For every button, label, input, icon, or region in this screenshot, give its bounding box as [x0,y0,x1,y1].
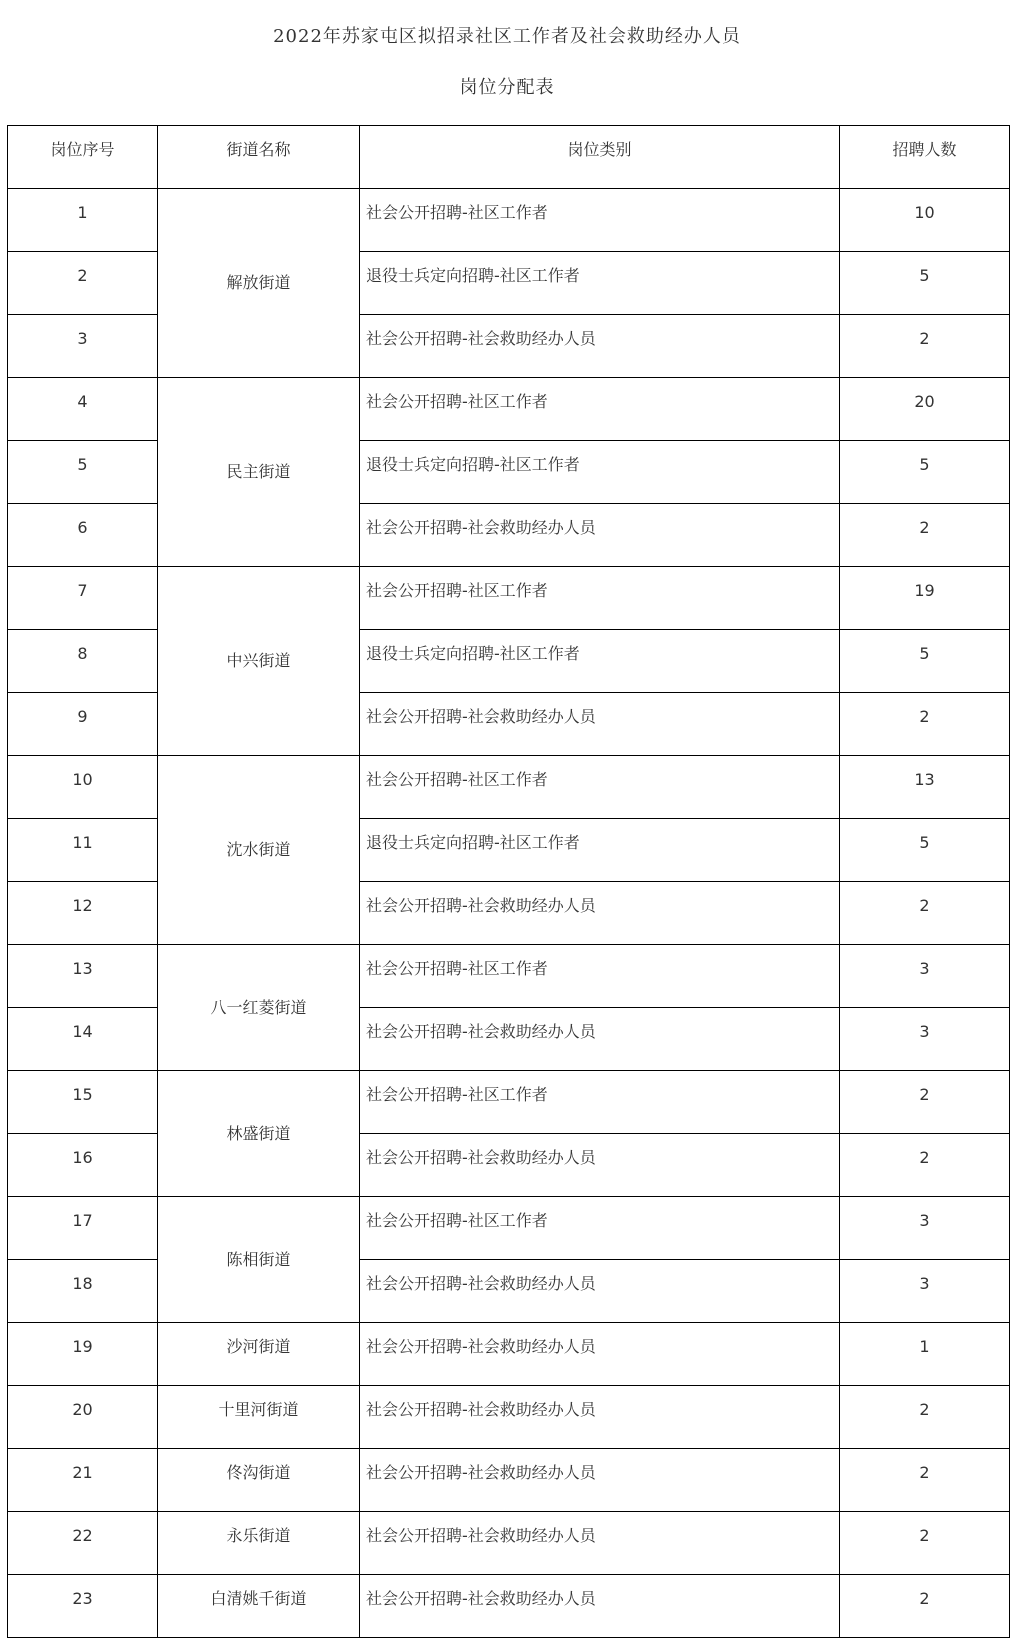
cell-post-number [8,1449,158,1512]
cell-post-type [360,1386,840,1449]
cell-post-number [8,1512,158,1575]
street-name: 永乐街道 [226,1526,291,1545]
post-type: 社会公开招聘-社区工作者 [366,770,548,789]
post-type: 社会公开招聘-社会救助经办人员 [366,1022,596,1041]
post-number: 14 [72,1022,93,1041]
hire-count: 5 [919,455,930,474]
cell-hire-count [840,1071,1010,1134]
post-type: 社会公开招聘-社区工作者 [366,581,548,600]
cell-post-type [360,315,840,378]
cell-post-number [8,504,158,567]
cell-hire-count [840,315,1010,378]
post-number: 11 [72,833,93,852]
cell-post-number [8,1260,158,1323]
table-row [8,189,1010,252]
cell-post-type [360,1323,840,1386]
post-number: 19 [72,1337,93,1356]
table-row [8,1323,1010,1386]
cell-hire-count [840,1575,1010,1638]
cell-hire-count [840,756,1010,819]
post-type: 社会公开招聘-社会救助经办人员 [366,1589,596,1608]
cell-post-number [8,315,158,378]
table-row [8,1512,1010,1575]
post-number: 20 [72,1400,93,1419]
cell-street-name [158,1512,360,1575]
post-number: 6 [77,518,88,537]
cell-street-name [158,1386,360,1449]
cell-post-number [8,945,158,1008]
hire-count: 13 [914,770,935,789]
post-type: 社会公开招聘-社会救助经办人员 [366,329,596,348]
cell-hire-count [840,567,1010,630]
table-row [8,756,1010,819]
cell-street-name [158,378,360,567]
cell-post-number [8,819,158,882]
street-name: 沈水街道 [226,840,291,859]
post-type: 社会公开招聘-社区工作者 [366,203,548,222]
cell-post-number [8,693,158,756]
hire-count: 3 [919,1211,930,1230]
cell-hire-count [840,252,1010,315]
post-number: 2 [77,266,88,285]
header-row [8,126,1010,189]
post-type: 社会公开招聘-社会救助经办人员 [366,1463,596,1482]
hire-count: 2 [919,1400,930,1419]
cell-post-type [360,189,840,252]
street-name: 八一红菱街道 [210,997,307,1017]
cell-hire-count [840,504,1010,567]
cell-post-number [8,441,158,504]
cell-post-type [360,441,840,504]
table-row [8,1071,1010,1134]
cell-post-type [360,1008,840,1071]
post-type: 退役士兵定向招聘-社区工作者 [366,644,580,663]
cell-post-type [360,567,840,630]
table-row [8,1197,1010,1260]
post-type: 社会公开招聘-社会救助经办人员 [366,518,596,537]
post-number: 17 [72,1211,93,1230]
cell-hire-count [840,630,1010,693]
street-name: 中兴街道 [226,651,291,670]
post-type: 社会公开招聘-社会救助经办人员 [366,896,596,915]
table-row [8,945,1010,1008]
cell-post-type [360,1512,840,1575]
hire-count: 5 [919,833,930,852]
cell-hire-count [840,1260,1010,1323]
hire-count: 19 [914,581,935,600]
cell-post-type [360,882,840,945]
header-post-type-label: 岗位类别 [567,140,632,159]
street-name: 陈相街道 [226,1249,291,1269]
cell-street-name [158,945,360,1071]
cell-post-number [8,1134,158,1197]
page-title: 2022年苏家屯区拟招录社区工作者及社会救助经办人员 [273,26,741,47]
cell-hire-count [840,1323,1010,1386]
allocation-table [7,125,1010,1638]
table-row [8,1386,1010,1449]
post-type: 社会公开招聘-社会救助经办人员 [366,1274,596,1293]
cell-street-name [158,189,360,378]
header-street-name-label: 街道名称 [226,140,291,159]
hire-count: 2 [919,1463,930,1482]
cell-hire-count [840,945,1010,1008]
cell-street-name [158,1575,360,1638]
cell-hire-count [840,1197,1010,1260]
cell-hire-count [840,882,1010,945]
hire-count: 3 [919,959,930,978]
page-subtitle: 岗位分配表 [459,77,555,98]
cell-street-name [158,756,360,945]
street-name: 佟沟街道 [226,1463,291,1482]
table-row [8,1449,1010,1512]
hire-count: 20 [914,392,935,411]
cell-hire-count [840,1386,1010,1449]
cell-post-number [8,1008,158,1071]
street-name: 林盛街道 [226,1123,291,1143]
post-number: 9 [77,707,88,726]
cell-hire-count [840,189,1010,252]
cell-post-type [360,252,840,315]
post-number: 15 [72,1085,93,1104]
cell-post-type [360,1449,840,1512]
hire-count: 2 [919,1085,930,1104]
cell-post-number [8,378,158,441]
cell-post-type [360,504,840,567]
hire-count: 2 [919,707,930,726]
hire-count: 10 [914,203,935,222]
header-post-number [8,126,158,189]
street-name: 民主街道 [226,462,291,481]
cell-post-type [360,378,840,441]
table-row [8,567,1010,630]
post-number: 4 [77,392,88,411]
table-body [8,189,1010,1638]
cell-post-type [360,630,840,693]
post-number: 13 [72,959,93,978]
post-type: 社会公开招聘-社会救助经办人员 [366,1526,596,1545]
post-number: 16 [72,1148,93,1167]
cell-street-name [158,1323,360,1386]
cell-post-number [8,1575,158,1638]
header-post-type [360,126,840,189]
header-hire-count-label: 招聘人数 [892,140,957,159]
post-number: 21 [72,1463,93,1482]
post-type: 社会公开招聘-社区工作者 [366,1085,548,1104]
cell-post-number [8,189,158,252]
post-type: 社会公开招聘-社区工作者 [366,1211,548,1230]
post-type: 社会公开招聘-社会救助经办人员 [366,707,596,726]
post-type: 退役士兵定向招聘-社区工作者 [366,455,580,474]
post-number: 23 [72,1589,93,1608]
street-name: 十里河街道 [218,1400,299,1419]
table-row [8,1575,1010,1638]
post-type: 社会公开招聘-社会救助经办人员 [366,1400,596,1419]
cell-post-number [8,882,158,945]
cell-post-number [8,1386,158,1449]
hire-count: 3 [919,1022,930,1041]
cell-post-number [8,567,158,630]
hire-count: 2 [919,329,930,348]
cell-post-number [8,1071,158,1134]
cell-hire-count [840,378,1010,441]
cell-post-type [360,756,840,819]
table-header [8,126,1010,189]
hire-count: 2 [919,518,930,537]
post-type: 社会公开招聘-社会救助经办人员 [366,1148,596,1167]
post-type: 社会公开招聘-社会救助经办人员 [366,1337,596,1356]
cell-hire-count [840,819,1010,882]
cell-hire-count [840,1008,1010,1071]
street-name: 解放街道 [226,273,291,292]
hire-count: 5 [919,644,930,663]
cell-hire-count [840,1449,1010,1512]
cell-post-type [360,1134,840,1197]
header-street-name [158,126,360,189]
hire-count: 2 [919,1526,930,1545]
cell-post-number [8,756,158,819]
cell-hire-count [840,693,1010,756]
cell-post-type [360,1071,840,1134]
cell-hire-count [840,1134,1010,1197]
cell-post-type [360,1197,840,1260]
post-type: 社会公开招聘-社区工作者 [366,392,548,411]
street-name: 沙河街道 [226,1337,291,1356]
cell-post-number [8,1323,158,1386]
cell-post-type [360,945,840,1008]
cell-street-name [158,1197,360,1323]
hire-count: 5 [919,266,930,285]
cell-post-number [8,1197,158,1260]
cell-post-type [360,819,840,882]
cell-post-number [8,630,158,693]
cell-hire-count [840,441,1010,504]
hire-count: 2 [919,896,930,915]
cell-post-type [360,1260,840,1323]
cell-street-name [158,1071,360,1197]
post-type: 退役士兵定向招聘-社区工作者 [366,833,580,852]
hire-count: 3 [919,1274,930,1293]
post-number: 1 [77,203,88,222]
post-number: 8 [77,644,88,663]
header-hire-count [840,126,1010,189]
post-number: 22 [72,1526,93,1545]
cell-hire-count [840,1512,1010,1575]
table-row [8,378,1010,441]
post-type: 社会公开招聘-社区工作者 [366,959,548,978]
post-number: 7 [77,581,88,600]
cell-post-type [360,693,840,756]
post-number: 12 [72,896,93,915]
post-number: 5 [77,455,88,474]
hire-count: 2 [919,1148,930,1167]
post-number: 18 [72,1274,93,1293]
header-post-number-label: 岗位序号 [50,140,115,159]
hire-count: 2 [919,1589,930,1608]
post-number: 10 [72,770,93,789]
cell-post-number [8,252,158,315]
cell-street-name [158,567,360,756]
hire-count: 1 [919,1337,930,1356]
post-type: 退役士兵定向招聘-社区工作者 [366,266,580,285]
cell-street-name [158,1449,360,1512]
post-number: 3 [77,329,88,348]
street-name: 白清姚千街道 [210,1589,307,1608]
cell-post-type [360,1575,840,1638]
